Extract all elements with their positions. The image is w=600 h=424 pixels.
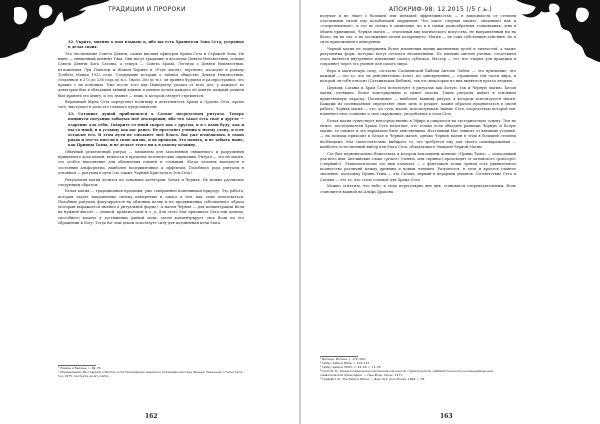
paragraph: Церковь Сатаны и Храм Сета используют в ритуалах как Белую, так и Черную магию. Белая магия, очевидно, более консервативна и менее опасна. Такие ритуалы имеют в основном нравственную окраску. Посвящение — наиболее важный ритуал, в котором используется магия. Каждый из посвящаемых определяет свою цель и решает, каким образом продвигаться в своей работе. Черная магия — это, по сути, магия, использующая Знание Сета, посредством которой маг изменяет свое сознание и свое окружение, уподобляясь в этом Сету. [320,86,516,117]
paragraph: Сет был первоначально божеством, в котором воплощены понятие «Принц Тьмы» — подходящий для него имя. Английские слова «prince» («князь, или «принц») происходят от латинского «princeps» («первый»). Этимологически это имя означает — с фонетикой точки зрения есть удивительное количество различий между древним и новым чтением. Разумеется, в этом и кроется главное значение, поскольку Принц Тьмы — это Сатана, первый в иерархии демонов. Соответствие Сета и Сатаны — это то, что стало основой для Храма Сета. [320,151,516,182]
footnote: ⁵ Гриффит Ф., The Satanic Ritual. — New York: Avon Books, 1969, с. 78. [320,377,426,382]
paragraph: Можно отметить, что небо, к сюда нерегулярно вне дня, становится сопроводительным. Ночь становится важной на Альфа Дракона. [320,184,516,194]
left-page-body [58,40,244,227]
paragraph: Вера в магическую силу, согласно Сатанинской Библии Антона ЛаВея, — это признание, что каждый — это то, что он действительно хочет, но одновременно — отражение той части мира, к которой он себя относит (Сатанинская Библия), так что некоторые из них являются просто людьми. [320,69,516,84]
footnote: ² Определение. Мы говорим о Мечтах и Постановлениях ордена по Указаниям мистера Франке. Уважения. Статья Сета, 5-я, 1975; смотрите на его сайте. [58,370,243,379]
footnote: ⁴ Холл М. П., Энциклопедическое изложение масонской, герметической, каббалистической и розенкрейцерской символической философии. — Нью-Йорк: Dover, 1977. [320,369,494,378]
ornament-corner-right [516,0,600,62]
paragraph: Черной магии не подвержены более изменения ваших жизненных путей и личностей, а также ритуальных форм, которые могут остаться незаметными. По мнению многих ученых, следствием этого является внутреннее изменение самого субъекта. Мастер — тот, кто открыт для практики и сохраняет через это умение для самого мира. [320,46,516,67]
running-head-right: АПОКРИФ-98: 12.2015 (/5 г.ь.) [389,6,492,13]
right-page [300,0,600,424]
footnotes-right [320,356,516,381]
footnote: ² LaVey, Satanic Bible, с. 110–113. [320,361,371,366]
right-page-body [320,14,516,196]
footnote: ¹ Ирошун, Иоганн, с. 172–184. [320,357,366,362]
paragraph: получит и не знает с большей или меньшей эффективностью — в зависимости от степени отдельными силой ему подобающей ощущения. Что такое «черная магия», сказывают как и «сопротивление», и это не только в символике, но и в самых разнообразных толкованиях, этих в общем принципах. Черная магия — отдельный вид магического искусства, не направленный ни на благо, ни на зло, а на достижение целей колдующего. Магия — не сама субстанция действия, но и сила приложенного намерения. [320,14,516,45]
footnote: ³ LaVey, Satanic Witch, с. 42–43, с. 73–78. [320,365,382,370]
page-number-left: 162 [145,413,158,420]
paragraph: 33. Сатаниат душой приблизился к Сатане посредством ритуала. Теперь помнится ситуация забытых моё декларации, ибо что такое есть своё и другое — озарение для себя. Говорите со мной скорее как с другом, и я с вами буду, как и вы со мной, и я услышу как вас ранее. Не престанет ученик к моему слову, и я не оставлю его. В этом пути не смолкнет моё благо. Вы уже изменились в своих рядах и что-то внесли в свою жизнь, и не пропали. Это понять, и не забыть ныне, как Принцы Тьмы, и не делает этого ни к в своему хозяину. [68,112,244,148]
paragraph: Обычный религиозный ритуал — механизм для заполнения священного и разрушения привычного хода вещей, вечности в пределах человеческих ощущений. Ритуал — это не магия; это особое наполнение для обновления памяти и сознания. Когда человек находится в состоянии альфа-ритма, наиболее восприимчивое к эффектам. Подобного рода ритуалы в основном — ритуалы в пути (см. также Черный Кристалл и Эон Сета). [58,150,244,175]
paragraph: Ритуальная магия делится на основные категории: Белая и Черная. Их можно различить следующим образом: [58,177,244,187]
running-head-left: ТРАДИЦИИ И ПРОРОКИ [108,6,186,13]
paragraph: Верховный Жрец Сета определяет политику и деятельность Храма и Ордена Сета, кроме того, выступает в роли его главного представителя. [58,100,244,110]
paragraph: Белая магия существует непосредственно в Эфире и опирается на эзотерическую основу. Тем не менее, последователи Храма Сета полагают, что только если обходить рамками Черную и Белую магию, то сможет и это нормально быть действенным. Настоящий Маг зависит от внешних условий, — на помощь приходит и Белая и Черная магия, однако Черная магия в этом в большей степени необходима. Маг самостоятельно выбирает то, что требуется ему для своего самовыражения — наиболее естественный выбор для Мага Сета, обладающего Знанием Черной Магии. [320,118,516,149]
page-number-right: 163 [440,413,453,420]
footnotes-left [58,365,244,378]
paragraph: Это чествование Совета Девяти, самых высших офицеров Храма Сета и Стражей Эона. Их ныне — священный конвент Тчаа. Они несут традицию и наследие Девяти Неизвестных, основы Совета Девяти Бога Сатаны, а теперь — Совета Храма. Легенда о Девяти Неизвестных, изложенная Луи Повелем и Жаком Бержье в «Утре магов», вероятно, восходит к роману Толбота Манди 1923 года. Следующие истории о тайном обществе Девяти Неизвестных, созданном в 273 до 236 года до н.э. Около 260 до н.э. он принял буддизм и распространил, что правил с их помощью. Уже после того как Император уходил от всех дел, у каждого из девятерых был в обладании тайный клинок и умение делать каждого из девяти; каждый должен был хранить его книгу, и это знание — вещь, к которой следует стремиться. [58,51,244,98]
footnote: ¹ Повель и Бержье, с. 69–70. [58,366,102,371]
paragraph: Белая магия — традиционная проекция, уже совершенно изменившая природу. Это работа, которая задаёт направление своему намерению и смысл в том, как этим пользоваться. Подобные ритуалы фокусируются на обычных целях и на продвижении собственного образа (который выражается именно в ритуальной форме). А магия Черная — для концентрации Воли на нужной высоте — личной, практической и т. д. Для этого Маг призывает Бога или демона, способного помочь в достижении данной цели, затем концентрирует свое Воли на его обращении к Богу. Тогда бог или демон использует силу для подчинения цели Мага. [58,189,244,225]
paragraph: 32. Укрите, мненно к нам взываю я, ибо вы есть Хранители Зона Сета, усердные в делах своих. [68,40,244,50]
